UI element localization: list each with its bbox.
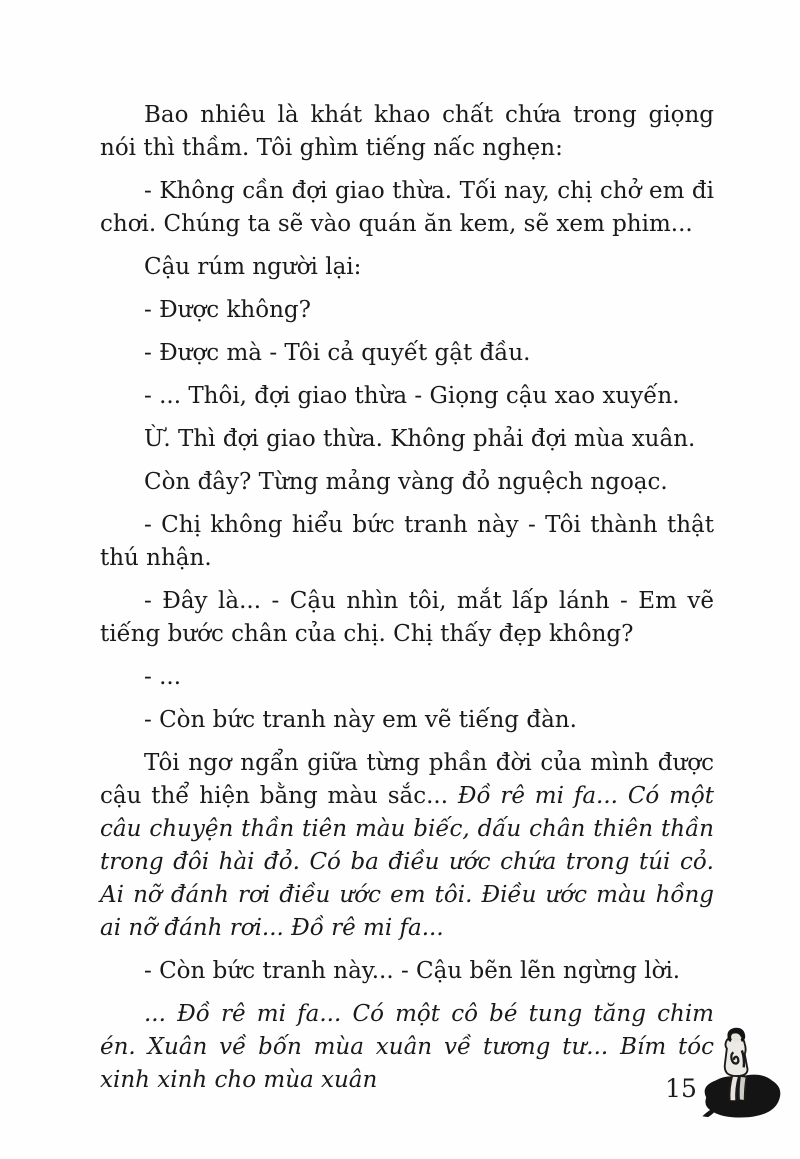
page-number: 15 [665,1074,697,1103]
text-segment: Bao nhiêu là khát khao chất chứa trong giọng nói thì thầm. Tôi ghìm tiếng nấc nghẹn: [100,102,714,161]
paragraph [100,955,714,988]
text-segment: - ... Thôi, đợi giao thừa - Giọng cậu xao xuyến. [144,383,680,409]
paragraph [100,337,714,370]
text-block [100,99,714,1107]
text-segment: Còn đây? Từng mảng vàng đỏ nguệch ngoạc. [144,469,668,495]
paragraph [100,380,714,413]
seated-figure-icon [692,1026,788,1120]
text-segment: Tôi ngơ ngẩn giữa từng phần đời của mình được cậu thể hiện bằng màu sắc... [100,750,714,809]
text-segment: Ừ. Thì đợi giao thừa. Không phải đợi mùa xuân. [144,426,696,452]
text-segment: - Còn bức tranh này... - Cậu bẽn lẽn ngừng lời. [144,958,681,984]
seated-figure-illustration [692,1026,788,1120]
text-segment: - Chị không hiểu bức tranh này - Tôi thành thật thú nhận. [100,512,714,571]
text-segment: - Được không? [144,297,311,323]
text-segment: - Được mà - Tôi cả quyết gật đầu. [144,340,531,366]
paragraph [100,704,714,737]
text-segment: - ... [144,664,182,690]
text-segment: Cậu rúm người lại: [144,254,362,280]
text-segment: - Không cần đợi giao thừa. Tối nay, chị chở em đi chơi. Chúng ta sẽ vào quán ăn kem, sẽ xem phim... [100,178,714,237]
paragraph [100,661,714,694]
paragraph [100,175,714,241]
paragraph [100,509,714,575]
paragraph [100,466,714,499]
text-segment: ... Đồ rê mi fa... Có một cô bé tung tăng chim én. Xuân về bốn mùa xuân về tương tư... Bím tóc xinh xinh cho mùa xuân [100,1001,714,1093]
paragraph [100,423,714,456]
paragraph [100,251,714,284]
text-segment: - Đây là... - Cậu nhìn tôi, mắt lấp lánh - Em vẽ tiếng bước chân của chị. Chị thấy đẹp không? [100,588,714,647]
paragraph [100,294,714,327]
paragraph [100,585,714,651]
text-segment: - Còn bức tranh này em vẽ tiếng đàn. [144,707,577,733]
text-segment: Đồ rê mi fa... Có một câu chuyện thần tiên màu biếc, dấu chân thiên thần trong đôi hài đỏ. Có ba điều ước chứa trong túi cỏ. Ai nỡ đánh rơi điều ước em tôi. Điều ước màu hồng ai nỡ đánh rơi... Đồ rê mi fa... [100,783,714,941]
paragraph [100,998,714,1097]
paragraph [100,99,714,165]
paragraph [100,747,714,945]
